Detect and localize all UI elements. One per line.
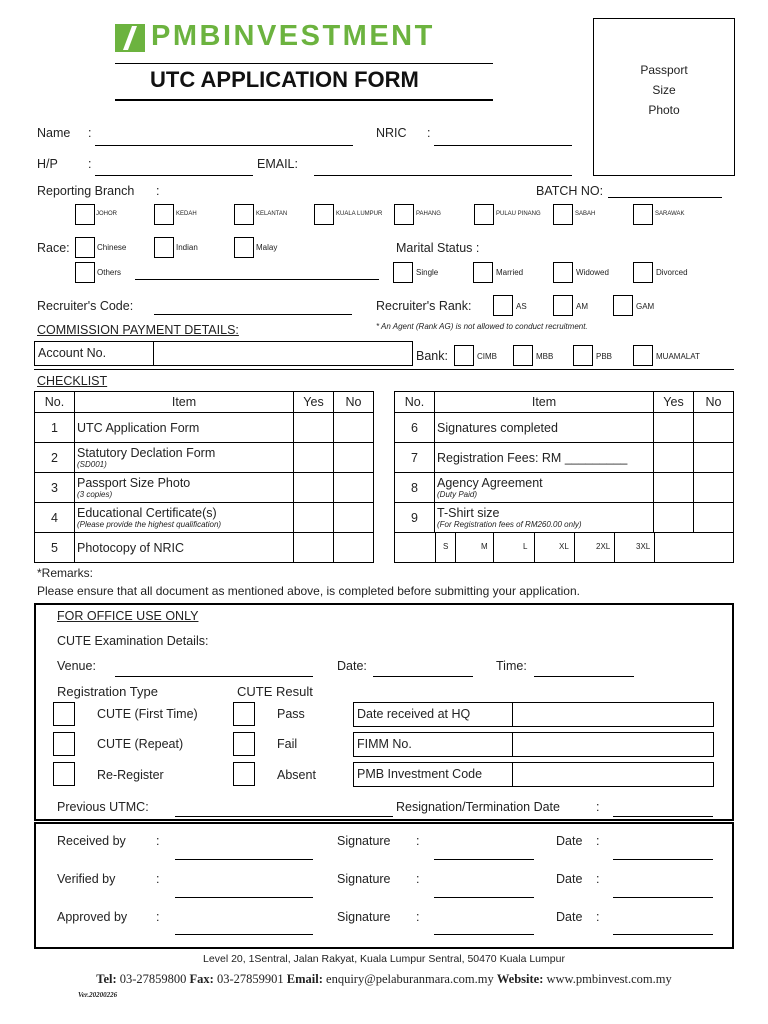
size-l[interactable]: L	[523, 542, 528, 551]
table-row: 2 Statutory Declation Form (SD001)	[35, 443, 374, 473]
item-1-no-cell[interactable]	[334, 413, 374, 443]
verified-date-field[interactable]	[613, 897, 713, 898]
bank-pbb-checkbox[interactable]	[573, 345, 593, 366]
recruiter-code-label: Recruiter's Code:	[37, 299, 134, 313]
footer-website-link[interactable]: www.pmbinvest.com.my	[546, 972, 672, 986]
email-field[interactable]	[314, 175, 572, 176]
table-row: 5 Photocopy of NRIC	[35, 533, 374, 563]
item-5-no-cell[interactable]	[334, 533, 374, 563]
rank-note: * An Agent (Rank AG) is not allowed to conduct recruitment.	[376, 322, 588, 331]
marital-married-checkbox[interactable]	[473, 262, 493, 283]
verified-signature-field[interactable]	[434, 897, 534, 898]
table-row	[395, 533, 734, 563]
marital-widowed-checkbox[interactable]	[553, 262, 573, 283]
received-signature-field[interactable]	[434, 859, 534, 860]
registration-type-heading: Registration Type	[57, 684, 158, 699]
race-others-checkbox[interactable]	[75, 262, 95, 283]
account-no-label-box: Account No.	[34, 341, 154, 366]
checklist-left-table: No. Item Yes No 1 UTC Application Form 2 Statutory Declation Form (SD001) 3 Passport Size Photo (3 copies) 4 Educational Certificate(s) (Please provide the highest qualification) 5 Photocopy of NRIC	[34, 391, 374, 563]
size-3xl[interactable]: 3XL	[636, 542, 651, 551]
nric-label: NRIC	[376, 126, 407, 140]
item-4-no-cell[interactable]	[334, 503, 374, 533]
race-chinese-checkbox[interactable]	[75, 237, 95, 258]
table-row: 1 UTC Application Form	[35, 413, 374, 443]
resignation-date-field[interactable]	[613, 816, 713, 817]
cute-details-label: CUTE Examination Details:	[57, 634, 209, 648]
cute-repeat-checkbox[interactable]	[53, 732, 75, 756]
resignation-date-label: Resignation/Termination Date	[396, 800, 560, 814]
item-8-no-cell[interactable]	[694, 473, 734, 503]
recruiter-rank-label: Recruiter's Rank:	[376, 299, 472, 313]
item-7-yes-cell[interactable]	[654, 443, 694, 473]
verified-by-field[interactable]	[175, 897, 313, 898]
branch-sabah-checkbox[interactable]	[553, 204, 573, 225]
size-m[interactable]: M	[481, 542, 488, 551]
pmb-code-field[interactable]	[512, 762, 714, 787]
approved-date-field[interactable]	[613, 934, 713, 935]
bank-mbb-checkbox[interactable]	[513, 345, 533, 366]
batch-no-field[interactable]	[608, 197, 722, 198]
previous-utmc-label: Previous UTMC:	[57, 800, 149, 814]
bank-muamalat-checkbox[interactable]	[633, 345, 653, 366]
verified-by-label: Verified by	[57, 872, 116, 886]
checklist-heading: CHECKLIST	[37, 374, 108, 388]
passport-photo-box[interactable]: Passport Size Photo	[593, 18, 735, 176]
result-fail-checkbox[interactable]	[233, 732, 255, 756]
remarks-text: Please ensure that all document as mentioned above, is completed before submitting your application.	[37, 584, 580, 598]
version-label: Ver.20200226	[78, 991, 118, 999]
rank-as-checkbox[interactable]	[493, 295, 513, 316]
name-label: Name	[37, 126, 71, 140]
venue-field[interactable]	[115, 676, 313, 677]
item-6-yes-cell[interactable]	[654, 413, 694, 443]
time-label: Time:	[496, 659, 527, 673]
cute-result-heading: CUTE Result	[237, 684, 313, 699]
approved-by-field[interactable]	[175, 934, 313, 935]
hp-field[interactable]	[95, 175, 253, 176]
item-4-yes-cell[interactable]	[294, 503, 334, 533]
email-label: EMAIL:	[257, 157, 298, 171]
received-date-field[interactable]	[613, 859, 713, 860]
table-row: 9 T-Shirt size (For Registration fees of RM260.00 only)	[395, 503, 734, 533]
item-8-yes-cell[interactable]	[654, 473, 694, 503]
table-row: 6 Signatures completed	[395, 413, 734, 443]
item-6-no-cell[interactable]	[694, 413, 734, 443]
item-2-no-cell[interactable]	[334, 443, 374, 473]
approved-by-label: Approved by	[57, 910, 128, 924]
name-field[interactable]	[95, 145, 353, 146]
previous-utmc-field[interactable]	[175, 816, 393, 817]
venue-label: Venue:	[57, 659, 96, 673]
race-indian-checkbox[interactable]	[154, 237, 174, 258]
item-2-yes-cell[interactable]	[294, 443, 334, 473]
footer-address: Level 20, 1Sentral, Jalan Rakyat, Kuala Lumpur Sentral, 50470 Kuala Lumpur	[203, 953, 565, 965]
table-row: 3 Passport Size Photo (3 copies)	[35, 473, 374, 503]
remarks-label: *Remarks:	[37, 566, 94, 580]
fimm-no-label: FIMM No.	[353, 732, 513, 757]
tshirt-size-row	[395, 533, 734, 562]
checklist-right-table: No. Item Yes No 6 Signatures completed 7 Registration Fees: RM _________ 8 Agency Agreement (Duty Paid) 9 T-Shirt size (For Registration fees of RM260.00 only) S M L XL 2XL 3XL	[394, 391, 734, 563]
bank-label: Bank:	[416, 349, 448, 363]
marital-status-label: Marital Status :	[396, 241, 480, 255]
race-label: Race:	[37, 241, 70, 255]
marital-divorced-checkbox[interactable]	[633, 262, 653, 283]
rank-gam-checkbox[interactable]	[613, 295, 633, 316]
result-pass-checkbox[interactable]	[233, 702, 255, 726]
branch-kuala-lumpur-checkbox[interactable]	[314, 204, 334, 225]
account-no-field[interactable]	[153, 341, 413, 366]
footer-email-link[interactable]: enquiry@pelaburanmara.com.my	[326, 972, 494, 986]
rank-am-checkbox[interactable]	[553, 295, 573, 316]
table-row: 7 Registration Fees: RM _________	[395, 443, 734, 473]
fimm-no-field[interactable]	[512, 732, 714, 757]
office-use-heading: FOR OFFICE USE ONLY	[57, 609, 199, 623]
item-3-no-cell[interactable]	[334, 473, 374, 503]
recruiter-code-field[interactable]	[154, 314, 352, 315]
date-received-hq-label: Date received at HQ	[353, 702, 513, 727]
item-1-yes-cell[interactable]	[294, 413, 334, 443]
item-5-yes-cell[interactable]	[294, 533, 334, 563]
logo-text: PMBINVESTMENT	[151, 20, 435, 52]
size-s[interactable]: S	[443, 542, 449, 551]
received-by-field[interactable]	[175, 859, 313, 860]
result-absent-checkbox[interactable]	[233, 762, 255, 786]
branch-kedah-checkbox[interactable]	[154, 204, 174, 225]
exam-date-label: Date:	[337, 659, 367, 673]
branch-sarawak-checkbox[interactable]	[633, 204, 653, 225]
race-others-field[interactable]	[135, 279, 379, 280]
table-row: 4 Educational Certificate(s) (Please provide the highest qualification)	[35, 503, 374, 533]
size-2xl[interactable]: 2XL	[596, 542, 611, 551]
commission-heading: COMMISSION PAYMENT DETAILS:	[37, 323, 239, 337]
race-malay-checkbox[interactable]	[234, 237, 254, 258]
approved-signature-field[interactable]	[434, 934, 534, 935]
logo	[115, 22, 515, 54]
branch-kelantan-checkbox[interactable]	[234, 204, 254, 225]
page-title: UTC APPLICATION FORM	[150, 67, 419, 92]
item-7-no-cell[interactable]	[694, 443, 734, 473]
footer-contact: Tel: 03-27859800 Fax: 03-27859901 Email: enquiry@pelaburanmara.com.my Website: www.pmbinvest.com.my	[96, 972, 672, 986]
pmb-code-label: PMB Investment Code	[353, 762, 513, 787]
re-register-checkbox[interactable]	[53, 762, 75, 786]
nric-field[interactable]	[434, 145, 572, 146]
bank-cimb-checkbox[interactable]	[454, 345, 474, 366]
logo-mark-icon	[115, 24, 145, 52]
branch-pahang-checkbox[interactable]	[394, 204, 414, 225]
time-field[interactable]	[534, 676, 634, 677]
hp-label: H/P	[37, 157, 58, 171]
date-received-hq-field[interactable]	[512, 702, 714, 727]
item-9-no-cell[interactable]	[694, 503, 734, 533]
item-9-yes-cell[interactable]	[654, 503, 694, 533]
table-row: 8 Agency Agreement (Duty Paid)	[395, 473, 734, 503]
branch-johor-checkbox[interactable]	[75, 204, 95, 225]
marital-single-checkbox[interactable]	[393, 262, 413, 283]
size-xl[interactable]: XL	[559, 542, 569, 551]
batch-no-label: BATCH NO:	[536, 184, 604, 198]
branch-pulau-pinang-checkbox[interactable]	[474, 204, 494, 225]
reporting-branch-label: Reporting Branch	[37, 184, 135, 198]
exam-date-field[interactable]	[373, 676, 473, 677]
cute-first-time-checkbox[interactable]	[53, 702, 75, 726]
received-by-label: Received by	[57, 834, 126, 848]
item-3-yes-cell[interactable]	[294, 473, 334, 503]
